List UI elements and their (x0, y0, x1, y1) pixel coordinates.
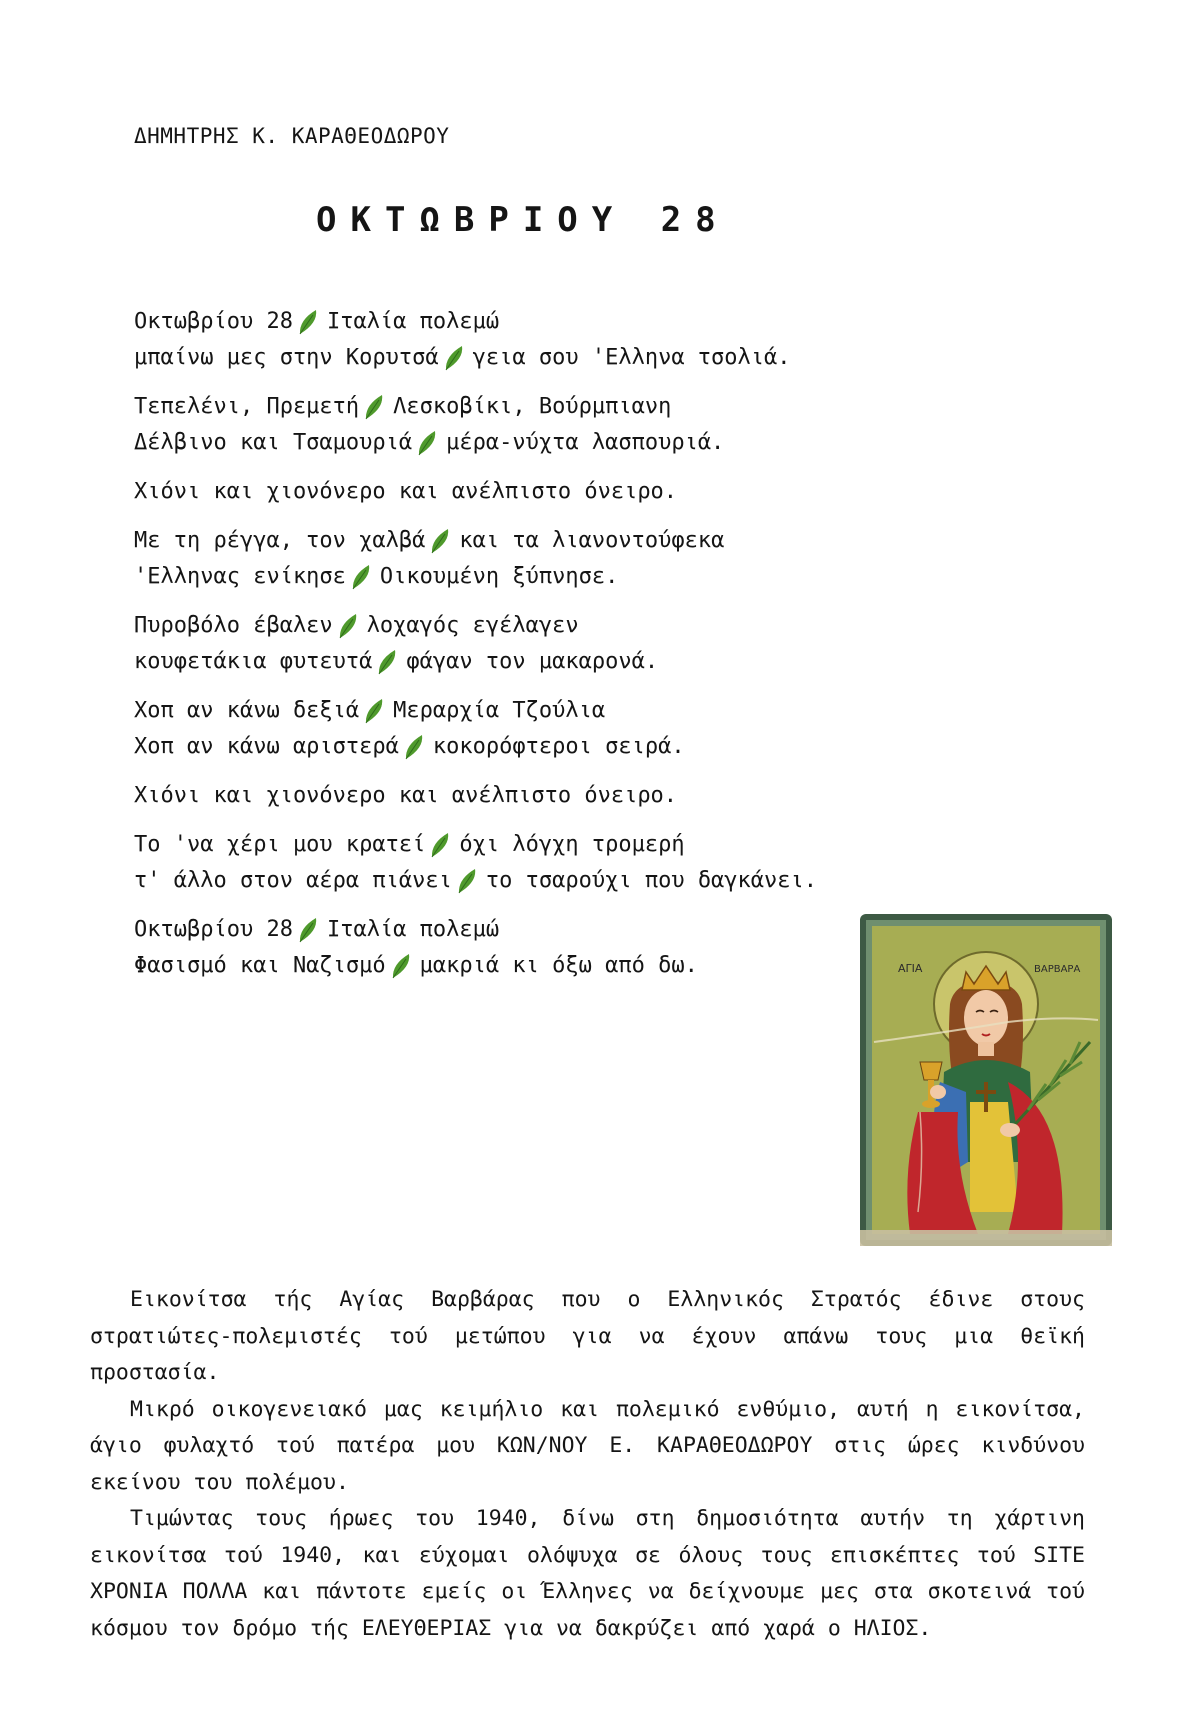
poem-segment: όχι λόγχη τρομερή (459, 832, 685, 857)
poem-line (134, 863, 934, 899)
poem-stanza (134, 474, 934, 510)
leaf-icon (390, 952, 412, 980)
poem-segment: Το 'να χέρι μου κρατεί (134, 832, 426, 857)
poem-segment: Τεπελένι, Πρεμετή (134, 394, 360, 419)
poem-segment: φάγαν τον μακαρονά. (406, 649, 659, 674)
prose-paragraph: Τιμώντας τους ήρωες του 1940, δίνω στη δημοσιότητα αυτήν τη χάρτινη εικονίτσα τού 1940, και εύχομαι ολόψυχα σε όλους τους επισκέπτες τού SITE ΧΡΟΝΙΑ ΠΟΛΛΑ και πάντοτε εμείς οι Έλληνες να δείχνουμε μες στα σκοτεινά τού κόσμου τον δρόμο τής ΕΛΕΥΘΕΡΙΑΣ για να δακρύζει από χαρά ο ΗΛΙΟΣ. (90, 1506, 1085, 1641)
saint-barbara-icon (858, 912, 1114, 1248)
poem-segment: Ιταλία πολεμώ (326, 917, 500, 942)
poem-segment: Οκτωβρίου 28 (134, 309, 293, 334)
leaf-icon (416, 429, 438, 457)
prose-section (90, 1282, 1085, 1647)
poem-segment: μακριά κι όξω από δω. (419, 953, 698, 978)
poem-line (134, 340, 934, 376)
poem-segment: κοκορόφτεροι σειρά. (432, 734, 685, 759)
leaf-icon (429, 831, 451, 859)
poem-line (134, 948, 934, 984)
poem-line (134, 389, 934, 425)
poem-line (134, 778, 934, 814)
poem-stanza (134, 778, 934, 814)
leaf-icon (337, 612, 359, 640)
poem-line (134, 608, 934, 644)
poem-line (134, 425, 934, 461)
poem-segment: τ' άλλο στον αέρα πιάνει (134, 868, 452, 893)
poem-stanza (134, 827, 934, 899)
poem-segment: Χοπ αν κάνω δεξιά (134, 698, 360, 723)
poem-segment: Φασισμό και Ναζισμό (134, 953, 386, 978)
poem-line (134, 729, 934, 765)
poem-segment: 'Ελληνας ενίκησε (134, 564, 346, 589)
leaf-icon (443, 344, 465, 372)
poem-body (134, 304, 934, 997)
poem-segment: Δέλβινο και Τσαμουριά (134, 430, 413, 455)
poem-line (134, 523, 934, 559)
leaf-icon (363, 697, 385, 725)
poem-segment: Οικουμένη ξύπνησε. (379, 564, 619, 589)
poem-segment: Πυροβόλο έβαλεν (134, 613, 333, 638)
poem-line (134, 304, 934, 340)
poem-segment: Χιόνι και χιονόνερο και ανέλπιστο όνειρο. (134, 783, 678, 808)
prose-paragraph: Εικονίτσα τής Αγίας Βαρβάρας που ο Ελληνικός Στρατός έδινε στους στρατιώτες-πολεμιστές τού μετώπου για να έχουν απάνω τους μια θεϊκή προστασία. (90, 1287, 1085, 1385)
leaf-icon (403, 733, 425, 761)
poem-line (134, 693, 934, 729)
poem-stanza (134, 912, 934, 984)
poem-stanza (134, 608, 934, 680)
icon-label-left: ΑΓΙΑ (898, 962, 923, 975)
poem-stanza (134, 693, 934, 765)
poem-segment: μπαίνω μες στην Κορυτσά (134, 345, 439, 370)
poem-stanza (134, 523, 934, 595)
icon-label-right: ΒΑΡΒΑΡΑ (1034, 964, 1081, 975)
poem-line (134, 827, 934, 863)
poem-segment: Χιόνι και χιονόνερο και ανέλπιστο όνειρο. (134, 479, 678, 504)
author-name: ΔΗΜΗΤΡΗΣ Κ. ΚΑΡΑΘΕΟΔΩΡΟΥ (134, 124, 450, 148)
poem-stanza (134, 389, 934, 461)
poem-stanza (134, 304, 934, 376)
leaf-icon (429, 527, 451, 555)
poem-segment: Χοπ αν κάνω αριστερά (134, 734, 399, 759)
poem-segment: Μεραρχία Τζούλια (393, 698, 606, 723)
poem-segment: Με τη ρέγγα, τον χαλβά (134, 528, 426, 553)
poem-line (134, 644, 934, 680)
poem-line (134, 474, 934, 510)
prose-paragraph: Μικρό οικογενειακό μας κειμήλιο και πολεμικό ενθύμιο, αυτή η εικονίτσα, άγιο φυλαχτό τού πατέρα μου ΚΩΝ/ΝΟΥ Ε. ΚΑΡΑΘΕΟΔΩΡΟΥ στις ώρες κινδύνου εκείνου του πολέμου. (90, 1396, 1085, 1495)
leaf-icon (363, 393, 385, 421)
poem-segment: γεια σου 'Ελληνα τσολιά. (472, 345, 791, 370)
poem-segment: Λεσκοβίκι, Βούρμπιανη (393, 394, 672, 419)
poem-segment: κουφετάκια φυτευτά (134, 649, 373, 674)
poem-segment: το τσαρούχι που δαγκάνει. (485, 868, 818, 893)
leaf-icon (297, 916, 319, 944)
poem-segment: Ιταλία πολεμώ (326, 309, 500, 334)
poem-line (134, 559, 934, 595)
poem-segment: λοχαγός εγέλαγεν (366, 613, 579, 638)
leaf-icon (456, 867, 478, 895)
poem-line (134, 912, 934, 948)
leaf-icon (350, 563, 372, 591)
poem-segment: μέρα-νύχτα λασπουριά. (446, 430, 725, 455)
poem-segment: Οκτωβρίου 28 (134, 917, 293, 942)
poem-title: ΟΚΤΩΒΡΙΟΥ 28 (316, 200, 730, 240)
poem-segment: και τα λιανοντούφεκα (459, 528, 725, 553)
leaf-icon (297, 308, 319, 336)
leaf-icon (376, 648, 398, 676)
